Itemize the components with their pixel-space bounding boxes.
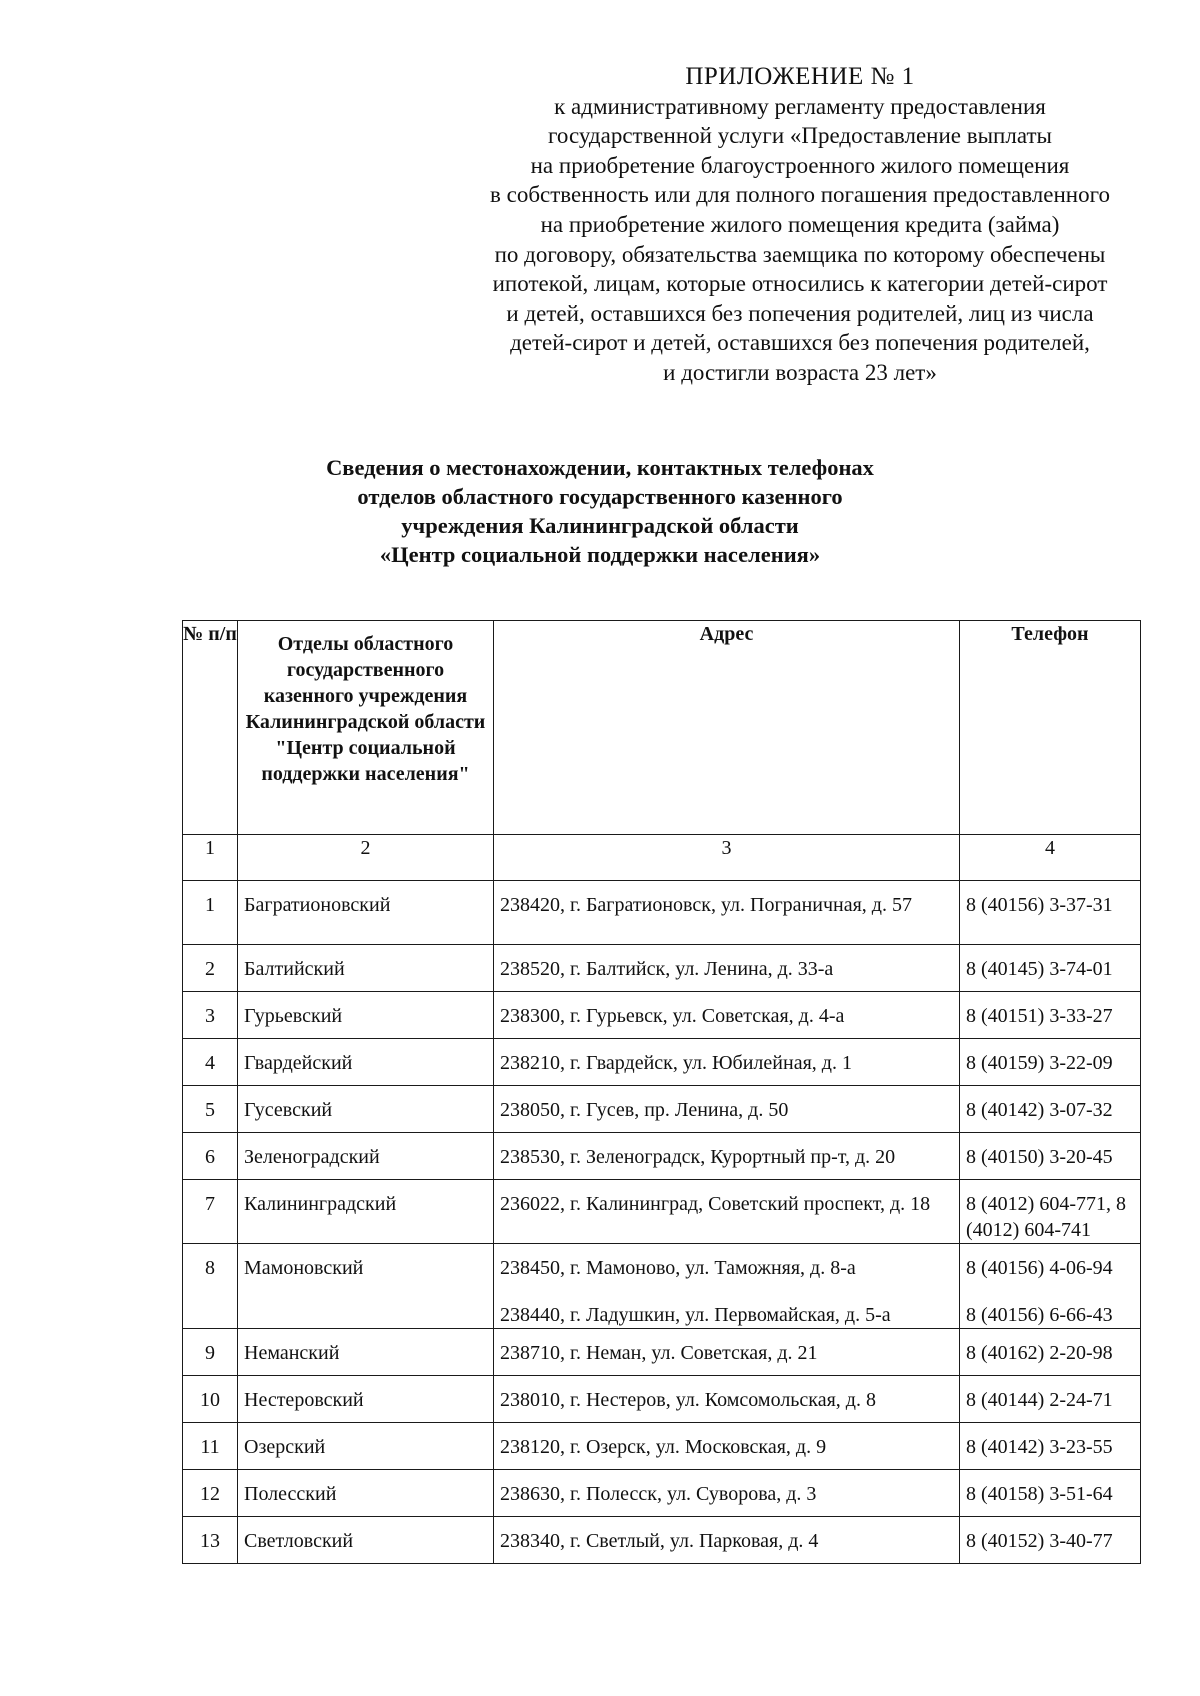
- department-name: Нестеровский: [244, 1389, 364, 1411]
- table-row: [183, 1376, 1141, 1423]
- table-row: [183, 1039, 1141, 1086]
- title-line: «Центр социальной поддержки населения»: [379, 542, 821, 567]
- header-address: Адрес: [494, 621, 960, 835]
- column-numbers-row: [183, 835, 1141, 881]
- table-row: [183, 1517, 1141, 1564]
- row-number: 7: [205, 1193, 215, 1215]
- row-number: 8: [205, 1257, 215, 1279]
- department-address: 238210, г. Гвардейск, ул. Юбилейная, д. 1: [500, 1052, 852, 1074]
- column-number: 4: [960, 835, 1141, 881]
- department-name: Гвардейский: [244, 1052, 353, 1074]
- appendix-line: государственной услуги «Предоставление выплаты: [548, 123, 1052, 149]
- department-address: 238520, г. Балтийск, ул. Ленина, д. 33-а: [500, 958, 834, 980]
- appendix-line: на приобретение благоустроенного жилого помещения: [530, 152, 1070, 178]
- department-name: Багратионовский: [244, 894, 391, 916]
- department-address: 238630, г. Полесск, ул. Суворова, д. 3: [500, 1483, 817, 1505]
- table-row: [183, 1086, 1141, 1133]
- row-number: 11: [200, 1436, 220, 1458]
- title-line: Сведения о местонахождении, контактных телефонах: [326, 455, 874, 480]
- department-address: 238450, г. Мамоново, ул. Таможняя, д. 8-а: [500, 1257, 856, 1279]
- department-name: Неманский: [244, 1342, 340, 1364]
- table-row: [183, 1470, 1141, 1517]
- department-phone: 8 (40156) 4-06-94: [966, 1257, 1113, 1279]
- row-number: 5: [205, 1099, 215, 1121]
- row-number: 3: [205, 1005, 215, 1027]
- table-row: [183, 1329, 1141, 1376]
- row-number: 13: [200, 1530, 220, 1552]
- appendix-heading: ПРИЛОЖЕНИЕ № 1: [685, 63, 915, 90]
- department-phone-group: [960, 1244, 1140, 1328]
- department-address: 236022, г. Калининград, Советский проспект, д. 18: [500, 1193, 931, 1215]
- department-name: Гусевский: [244, 1099, 333, 1121]
- header-no: № п/п: [183, 621, 238, 835]
- department-phone: 8 (40162) 2-20-98: [966, 1342, 1113, 1364]
- department-phone: 8 (40144) 2-24-71: [966, 1389, 1113, 1411]
- department-phone: 8 (40142) 3-23-55: [966, 1436, 1113, 1458]
- table-header-row: [183, 621, 1141, 835]
- department-address: 238420, г. Багратионовск, ул. Пограничная, д. 57: [500, 894, 912, 916]
- appendix-line: к административному регламенту предоставления: [554, 93, 1046, 119]
- department-phone: 8 (40150) 3-20-45: [966, 1146, 1113, 1168]
- department-address: 238120, г. Озерск, ул. Московская, д. 9: [500, 1436, 827, 1458]
- header-phone: Телефон: [960, 621, 1141, 835]
- department-address: 238300, г. Гурьевск, ул. Советская, д. 4-а: [500, 1005, 845, 1027]
- appendix-line: ипотекой, лицам, которые относились к категории детей-сирот: [492, 271, 1108, 297]
- title-line: учреждения Калининградской области: [401, 513, 799, 538]
- appendix-line: по договору, обязательства заемщика по которому обеспечены: [494, 241, 1106, 267]
- department-name: Зеленоградский: [244, 1146, 380, 1168]
- column-number: 1: [183, 835, 238, 881]
- appendix-line: и детей, оставшихся без попечения родителей, лиц из числа: [506, 300, 1094, 326]
- department-name: Озерский: [244, 1436, 326, 1458]
- department-phone: 8 (40152) 3-40-77: [966, 1530, 1113, 1552]
- row-number: 9: [205, 1342, 215, 1364]
- document-title: [180, 453, 1020, 569]
- department-name: Балтийский: [244, 958, 345, 980]
- table-row: [183, 945, 1141, 992]
- row-number: 6: [205, 1146, 215, 1168]
- department-address-group: [494, 1244, 959, 1328]
- department-phone: 8 (40158) 3-51-64: [966, 1483, 1113, 1505]
- row-number: 2: [205, 958, 215, 980]
- department-phone: 8 (40156) 3-37-31: [966, 894, 1113, 916]
- column-number: 2: [238, 835, 494, 881]
- table-row: [183, 1423, 1141, 1470]
- appendix-line: детей-сирот и детей, оставшихся без попечения родителей,: [510, 330, 1090, 356]
- department-address: 238710, г. Неман, ул. Советская, д. 21: [500, 1342, 818, 1364]
- department-name: Гурьевский: [244, 1005, 343, 1027]
- appendix-line: на приобретение жилого помещения кредита (займа): [540, 211, 1060, 237]
- department-address: 238340, г. Светлый, ул. Парковая, д. 4: [500, 1530, 819, 1552]
- title-line: отделов областного государственного казенного: [357, 484, 843, 509]
- offices-table: [182, 620, 1141, 1564]
- department-phone: 8 (40145) 3-74-01: [966, 958, 1113, 980]
- department-address: 238440, г. Ладушкин, ул. Первомайская, д. 5-а: [500, 1304, 891, 1326]
- column-number: 3: [494, 835, 960, 881]
- table-row: [183, 1180, 1141, 1244]
- table-row: [183, 1133, 1141, 1180]
- appendix-line: в собственность или для полного погашения предоставленного: [490, 182, 1110, 208]
- row-number: 12: [200, 1483, 220, 1505]
- department-phone: 8 (40151) 3-33-27: [966, 1005, 1113, 1027]
- appendix-line: и достигли возраста 23 лет»: [663, 359, 937, 385]
- department-address: 238530, г. Зеленоградск, Курортный пр-т, д. 20: [500, 1146, 896, 1168]
- row-number: 4: [205, 1052, 215, 1074]
- row-number: 10: [200, 1389, 220, 1411]
- department-phone: 8 (40142) 3-07-32: [966, 1099, 1113, 1121]
- department-address: 238010, г. Нестеров, ул. Комсомольская, д. 8: [500, 1389, 876, 1411]
- department-name: Мамоновский: [244, 1257, 364, 1279]
- table-row: [183, 992, 1141, 1039]
- department-phone: 8 (40156) 6-66-43: [966, 1304, 1113, 1326]
- department-phone: 8 (4012) 604-771, 8 (4012) 604-741: [966, 1193, 1126, 1241]
- department-address: 238050, г. Гусев, пр. Ленина, д. 50: [500, 1099, 789, 1121]
- appendix-header: [440, 62, 1160, 388]
- header-department: Отделы областного государственного казенного учреждения Калининградской области "Центр социальной поддержки населения": [238, 621, 494, 835]
- table-row: [183, 881, 1141, 945]
- row-number: 1: [205, 894, 215, 916]
- department-name: Калининградский: [244, 1193, 397, 1215]
- department-phone: 8 (40159) 3-22-09: [966, 1052, 1113, 1074]
- department-name: Светловский: [244, 1530, 354, 1552]
- table-row: [183, 1244, 1141, 1329]
- department-name: Полесский: [244, 1483, 337, 1505]
